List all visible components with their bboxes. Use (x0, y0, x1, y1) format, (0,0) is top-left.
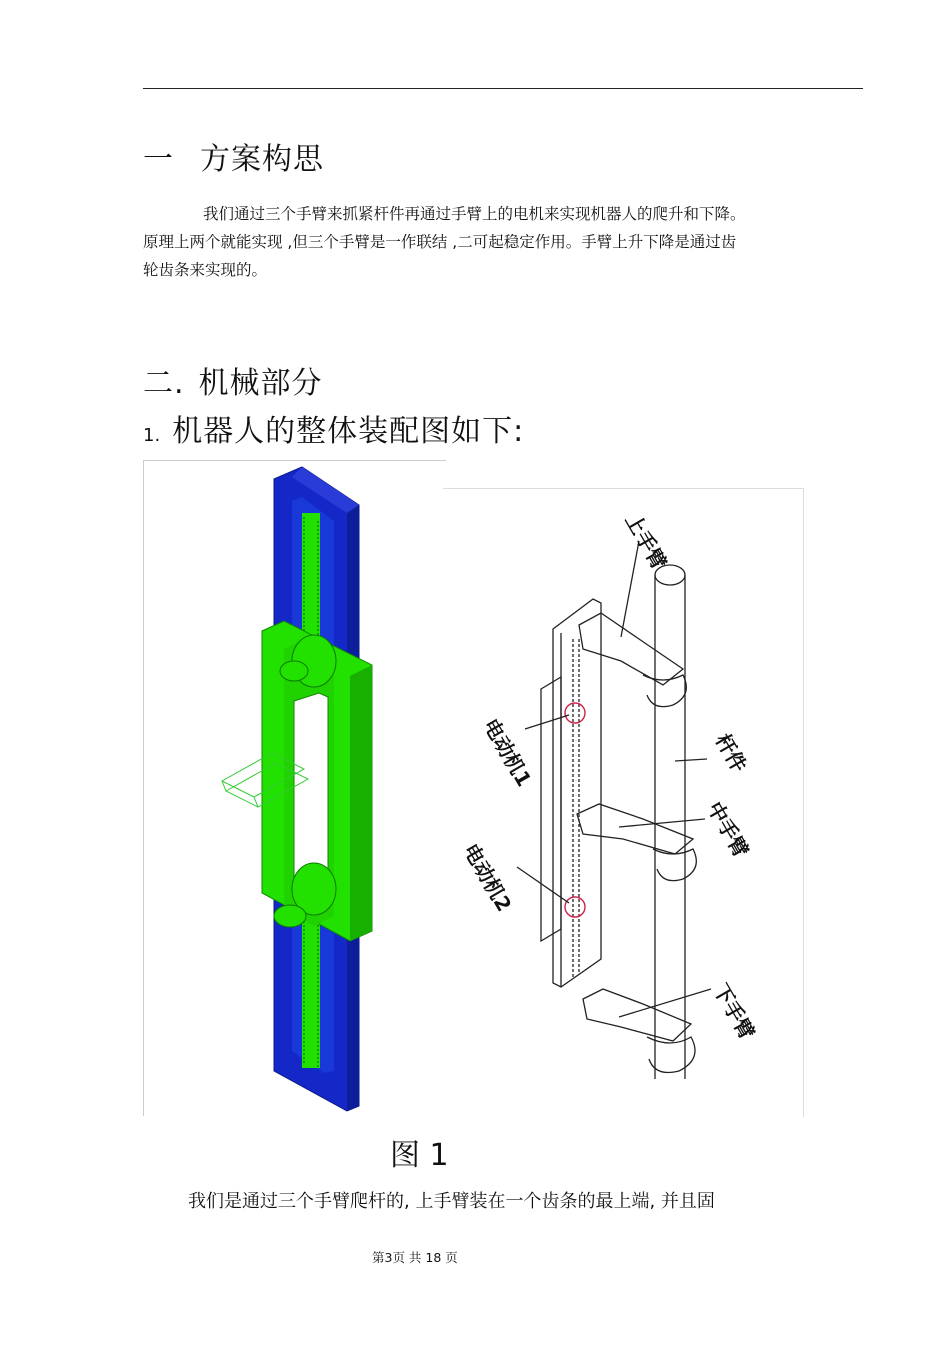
section-number: 二. (143, 366, 185, 401)
figure-line-drawing (443, 488, 804, 1117)
paragraph-line: 原理上两个就能实现 ,但三个手臂是一作联结 ,二可起稳定作用。手臂上升下降是通过齿 (143, 233, 737, 251)
figure-3d-model (143, 460, 446, 1116)
section-title: 方案构思 (200, 142, 324, 177)
intro-paragraph (143, 200, 843, 284)
paragraph-line: 轮齿条来实现的。 (143, 261, 268, 279)
body-text: 我们是通过三个手臂爬杆的, 上手臂装在一个齿条的最上端, 并且固 (188, 1191, 715, 1212)
label-rod: 杆件 (710, 729, 752, 777)
label-lower-arm: 下手臂 (708, 979, 760, 1044)
figure-caption: 图 1 (390, 1138, 449, 1173)
section-heading-2 (143, 358, 323, 402)
label-upper-arm: 上手臂 (620, 509, 672, 574)
robot-3d-model-drawing (144, 461, 446, 1116)
label-motor-1: 电动机1 (478, 714, 537, 791)
subsection-title: 机器人的整体装配图如下: (172, 414, 525, 449)
section-number: 一 (143, 142, 174, 177)
robot-assembly-drawing (443, 489, 803, 1117)
subsection-heading (143, 406, 524, 450)
section-title: 机械部分 (198, 366, 323, 401)
section-heading-1 (143, 134, 324, 178)
page-footer: 第3页 共 18 页 (372, 1250, 458, 1265)
paragraph-line: 我们通过三个手臂来抓紧杆件再通过手臂上的电机来实现机器人的爬升和下降。 (203, 205, 746, 223)
header-rule (143, 88, 863, 89)
label-motor-2: 电动机2 (458, 839, 517, 916)
label-middle-arm: 中手臂 (702, 797, 754, 862)
subsection-number: 1. (143, 425, 161, 446)
